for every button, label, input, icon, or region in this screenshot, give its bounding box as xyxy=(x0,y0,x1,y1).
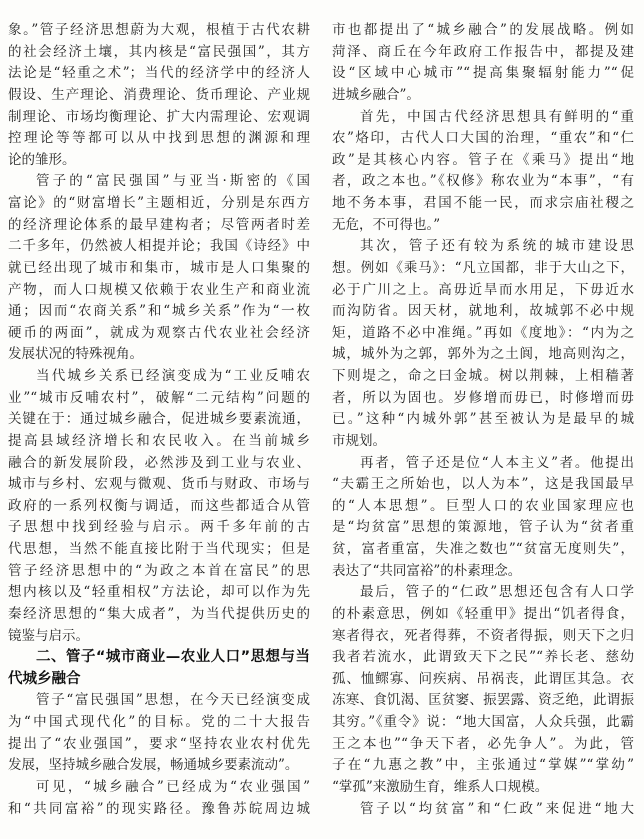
body-text-line: 就已经出现了城市和集市，城市是人口集聚的 xyxy=(8,259,310,276)
body-text-line: 法论是“轻重之术”；当代的经济学中的经济人 xyxy=(8,65,310,82)
body-text-line: 进城乡融合”。 xyxy=(332,86,420,103)
body-text-line: 控理论等等都可以从中找到思想的渊源和理 xyxy=(8,130,310,147)
right-column xyxy=(332,20,634,820)
body-text-line: 表达了“共同富裕”的朴素理念。 xyxy=(332,562,522,579)
body-text-line: 子在“九惠之教”中，主张通过“掌媒”“掌幼” xyxy=(332,757,634,774)
body-text-line: 管子“富民强国”思想，在今天已经演变成 xyxy=(36,692,310,709)
body-text-line: 必于广川之上。高毋近旱而水用足，下毋近水 xyxy=(332,281,634,298)
body-text-line: 而沟防省。因天材，就地利，故城郭不必中规 xyxy=(332,303,634,320)
body-text-line: 地不务本事，君国不能一民，而求宗庙社稷之 xyxy=(332,195,634,211)
body-text-line: 其次，管子还有较为系统的城市建设思 xyxy=(360,238,634,255)
body-text-line: 提出了“农业强国”，要求“坚持农业农村优先 xyxy=(8,735,310,752)
body-text-line: 贫，富者重富，失准之数也”“贫富无度则失”， xyxy=(332,541,634,557)
body-text-line: 发展，坚持城乡融合发展，畅通城乡要素流动”。 xyxy=(8,757,299,774)
body-text-line: 象。”管子经济思想蔚为大观，根植于古代农耕 xyxy=(8,22,310,38)
body-text-line: 通；因而“农商关系”和“城乡关系”作为“一枚 xyxy=(8,303,310,320)
body-text-line: 论的雏形。 xyxy=(8,151,76,168)
body-text-line: 和“共同富裕”的现实路径。豫鲁苏皖周边城 xyxy=(8,800,310,817)
body-text-line: 镜鉴与启示。 xyxy=(8,627,89,644)
body-text-line: 秦经济思想的“集大成者”，为当代提供历史的 xyxy=(8,605,310,622)
body-text-line: 为“中国式现代化”的目标。党的二十大报告 xyxy=(8,714,310,730)
body-text-line: 的朴素意思，例如《轻重甲》提出“饥者得食， xyxy=(332,605,634,622)
body-text-line: 管子以“均贫富”和“仁政”来促进“地大 xyxy=(360,800,634,817)
body-text-line: 的“人本思想”。巨型人口的农业国家理应也 xyxy=(332,497,634,514)
body-text-line: 冻寒、食饥渴、匡贫窭、振罢露、资乏绝，此谓振 xyxy=(332,692,634,709)
body-text-line: 业”“城市反哺农村”，破解“二元结构”问题的 xyxy=(8,389,310,406)
body-text-line: 再者，管子还是位“人本主义”者。他提出 xyxy=(360,454,634,471)
body-text-line: 二千多年，仍然被人相提并论；我国《诗经》中 xyxy=(8,238,310,255)
body-text-line: 融合的新发展阶段，必然涉及到工业与农业、 xyxy=(8,454,310,471)
body-text-line: 者，政之本也。”《权修》称农业为“本事”，“有 xyxy=(332,173,634,190)
left-column xyxy=(8,20,310,820)
body-text-line: 已。”这种“内城外郭”甚至被认为是最早的城 xyxy=(332,411,634,428)
body-text-line: 矩，道路不必中准绳。”再如《度地》：“内为之 xyxy=(332,324,634,341)
body-text-line: 城，城外为之郭，郭外为之土阆，地高则沟之， xyxy=(332,346,634,363)
body-text-line: 硬币的两面”，就成为观察古代农业社会经济 xyxy=(8,324,310,341)
body-text-line: 提高县域经济增长和农民收入。在当前城乡 xyxy=(8,432,310,449)
body-text-line: 管子经济思想中的“为政之本首在富民”的思 xyxy=(8,562,310,579)
body-text-line: 城市与乡村、宏观与微观、货币与财政、市场与 xyxy=(8,476,310,493)
body-text-line: 政府的一系列权衡与调适，而这些都适合从管 xyxy=(8,497,310,514)
body-text-line: 当代城乡关系已经演变成为“工业反哺农 xyxy=(36,368,310,384)
section-heading-line: 二、管子“城市商业—农业人口”思想与当 xyxy=(36,649,310,666)
body-text-line: 富论》的“财富增长”主题相近，分别是东西方 xyxy=(8,195,310,211)
body-text-line: 假设、生产理论、消费理论、货币理论、产业规 xyxy=(8,86,310,103)
body-text-line: 孤、恤鳏寡、问疾病、吊祸丧，此谓匡其急。衣 xyxy=(332,670,634,687)
body-text-line: 最后，管子的“仁政”思想还包含有人口学 xyxy=(360,584,634,601)
body-text-line: 设“区域中心城市”“提高集聚辐射能力”“促 xyxy=(332,65,634,82)
body-text-line: 代思想，当然不能直接比附于当代现实；但是 xyxy=(8,541,310,557)
body-text-line: 市规划。 xyxy=(332,432,386,449)
body-text-line: 发展状况的特殊视角。 xyxy=(8,346,143,363)
body-text-line: 寒者得衣，死者得葬，不资者得振，则天下之归 xyxy=(332,627,634,644)
body-text-line: 王之本也”“争天下者，必先争人”。为此，管 xyxy=(332,735,634,752)
body-text-line: 政”是其核心内容。管子在《乘马》提出“地 xyxy=(332,151,634,168)
body-text-line: 无危，不可得也。” xyxy=(332,216,441,233)
section-heading-line: 代城乡融合 xyxy=(8,670,81,687)
body-text-line: 下则堤之，命之曰金城。树以荆棘，上相穑著 xyxy=(332,368,634,384)
body-text-line: 想。例如《乘马》：“凡立国都，非于大山之下， xyxy=(332,259,634,276)
body-text-line: 是“均贫富”思想的策源地，管子认为“贫者重 xyxy=(332,519,634,536)
body-text-line: 管子的“富民强国”与亚当·斯密的《国 xyxy=(36,173,310,190)
body-text-line: 首先，中国古代经济思想具有鲜明的“重 xyxy=(360,108,634,125)
body-text-line: 菏泽、商丘在今年政府工作报告中，都提及建 xyxy=(332,43,634,60)
body-text-line: “掌孤”来激励生育，维系人口规模。 xyxy=(332,778,549,795)
body-text-line: 其穷。”《重令》说：“地大国富，人众兵强，此霸 xyxy=(332,714,634,730)
body-text-line: 可见，“城乡融合”已经成为“农业强国” xyxy=(36,778,310,795)
body-text-line: 的社会经济土壤，其内核是“富民强国”，其方 xyxy=(8,43,310,60)
body-text-line: 我者若流水，此谓致天下之民”“养长老、慈幼 xyxy=(332,649,634,666)
body-text-line: 的经济理论体系的最早建构者；尽管两者时差 xyxy=(8,216,310,233)
body-text-line: 想内核以及“轻重相权”方法论，却可以作为先 xyxy=(8,584,310,601)
body-text-line: 产物，而人口规模又依赖于农业生产和商业流 xyxy=(8,281,310,298)
body-text-line: “夫霸王之所始也，以人为本”，这是我国最早 xyxy=(332,476,634,493)
body-text-line: 农”烙印，古代人口大国的治理，“重农”和“仁 xyxy=(332,130,634,147)
body-text-line: 者，所以为固也。岁修增而毋已，时修增而毋 xyxy=(332,389,634,406)
body-text-line: 制理论、市场均衡理论、扩大内需理论、宏观调 xyxy=(8,108,310,125)
body-text-line: 市也都提出了“城乡融合”的发展战略。例如 xyxy=(332,22,634,38)
body-text-line: 关键在于：通过城乡融合，促进城乡要素流通， xyxy=(8,411,310,428)
body-text-line: 子思想中找到经验与启示。两千多年前的古 xyxy=(8,519,310,536)
